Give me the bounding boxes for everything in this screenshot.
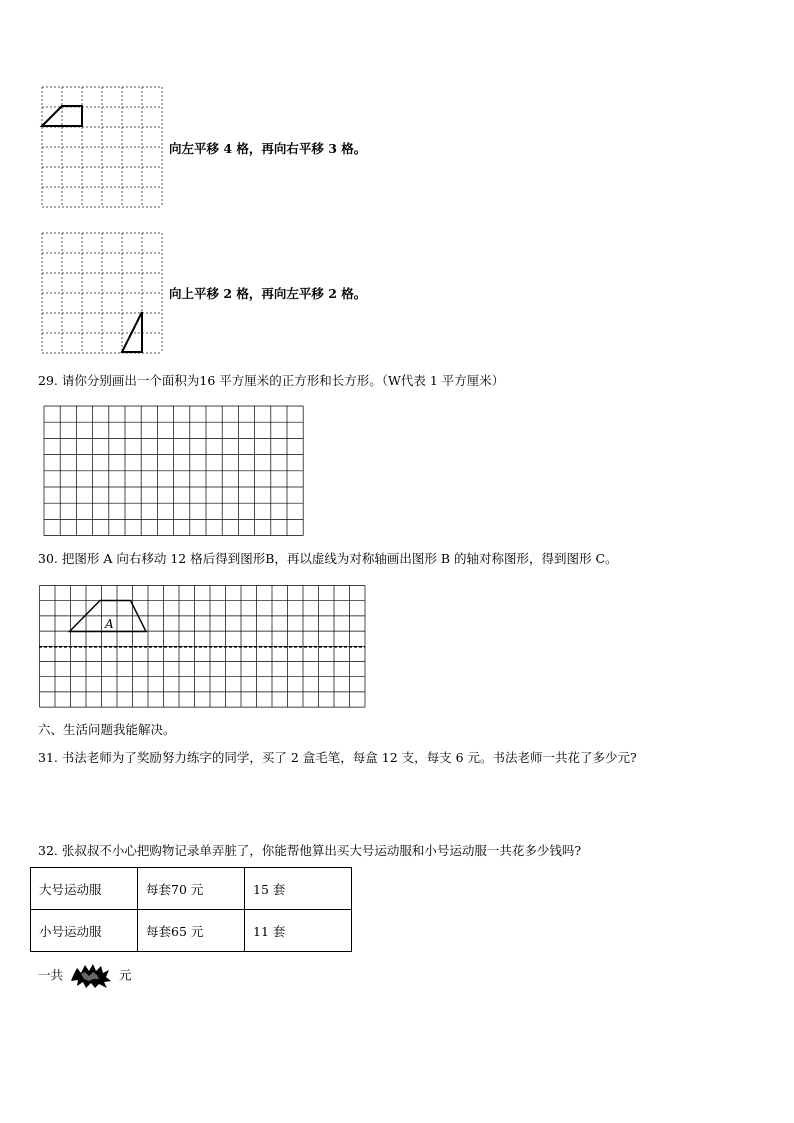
shopping-record-table xyxy=(30,867,352,952)
area-grid xyxy=(43,405,305,537)
grid1-instruction: 向左平移 4 格，再向右平移 3 格。 xyxy=(169,141,367,156)
translation-grid-1 xyxy=(41,86,165,210)
total-line xyxy=(38,964,132,988)
table-cell: 每套70 元 xyxy=(138,868,245,910)
triangle-shape xyxy=(122,312,142,352)
question-32 xyxy=(38,843,581,859)
table-cell: 大号运动服 xyxy=(31,868,138,910)
table-cell: 小号运动服 xyxy=(31,910,138,952)
total-prefix: 一共 xyxy=(38,967,64,983)
question-number: 31. xyxy=(38,750,58,765)
ink-stain-icon xyxy=(71,964,111,988)
table-row xyxy=(31,868,352,910)
total-suffix: 元 xyxy=(118,967,132,983)
question-text: 把图形 A 向右移动 12 格后得到图形B，再以虚线为对称轴画出图形 B 的轴对称图形，得到图形 C。 xyxy=(61,551,618,566)
table-cell: 每套65 元 xyxy=(138,910,245,952)
question-29 xyxy=(38,373,504,389)
shape-a-label: A xyxy=(105,617,114,631)
question-number: 29. xyxy=(38,373,58,388)
question-text: 书法老师为了奖励努力练字的同学，买了 2 盒毛笔，每盒 12 支，每支 6 元。书法老师一共花了多少元? xyxy=(61,750,637,765)
question-31 xyxy=(38,750,637,766)
symmetry-grid xyxy=(39,585,367,709)
question-text: 张叔叔不小心把购物记录单弄脏了，你能帮他算出买大号运动服和小号运动服一共花多少钱吗? xyxy=(61,843,582,858)
section-6-title: 六、生活问题我能解决。 xyxy=(38,722,176,737)
table-cell: 15 套 xyxy=(245,868,352,910)
translation-grid-2 xyxy=(41,232,165,356)
question-30 xyxy=(38,551,618,567)
question-number: 30. xyxy=(38,551,58,566)
table-cell: 11 套 xyxy=(245,910,352,952)
grid2-instruction: 向上平移 2 格，再向左平移 2 格。 xyxy=(169,286,367,301)
table-row xyxy=(31,910,352,952)
question-text: 请你分别画出一个面积为16 平方厘米的正方形和长方形。（W代表 1 平方厘米） xyxy=(61,373,505,388)
question-number: 32. xyxy=(38,843,58,858)
